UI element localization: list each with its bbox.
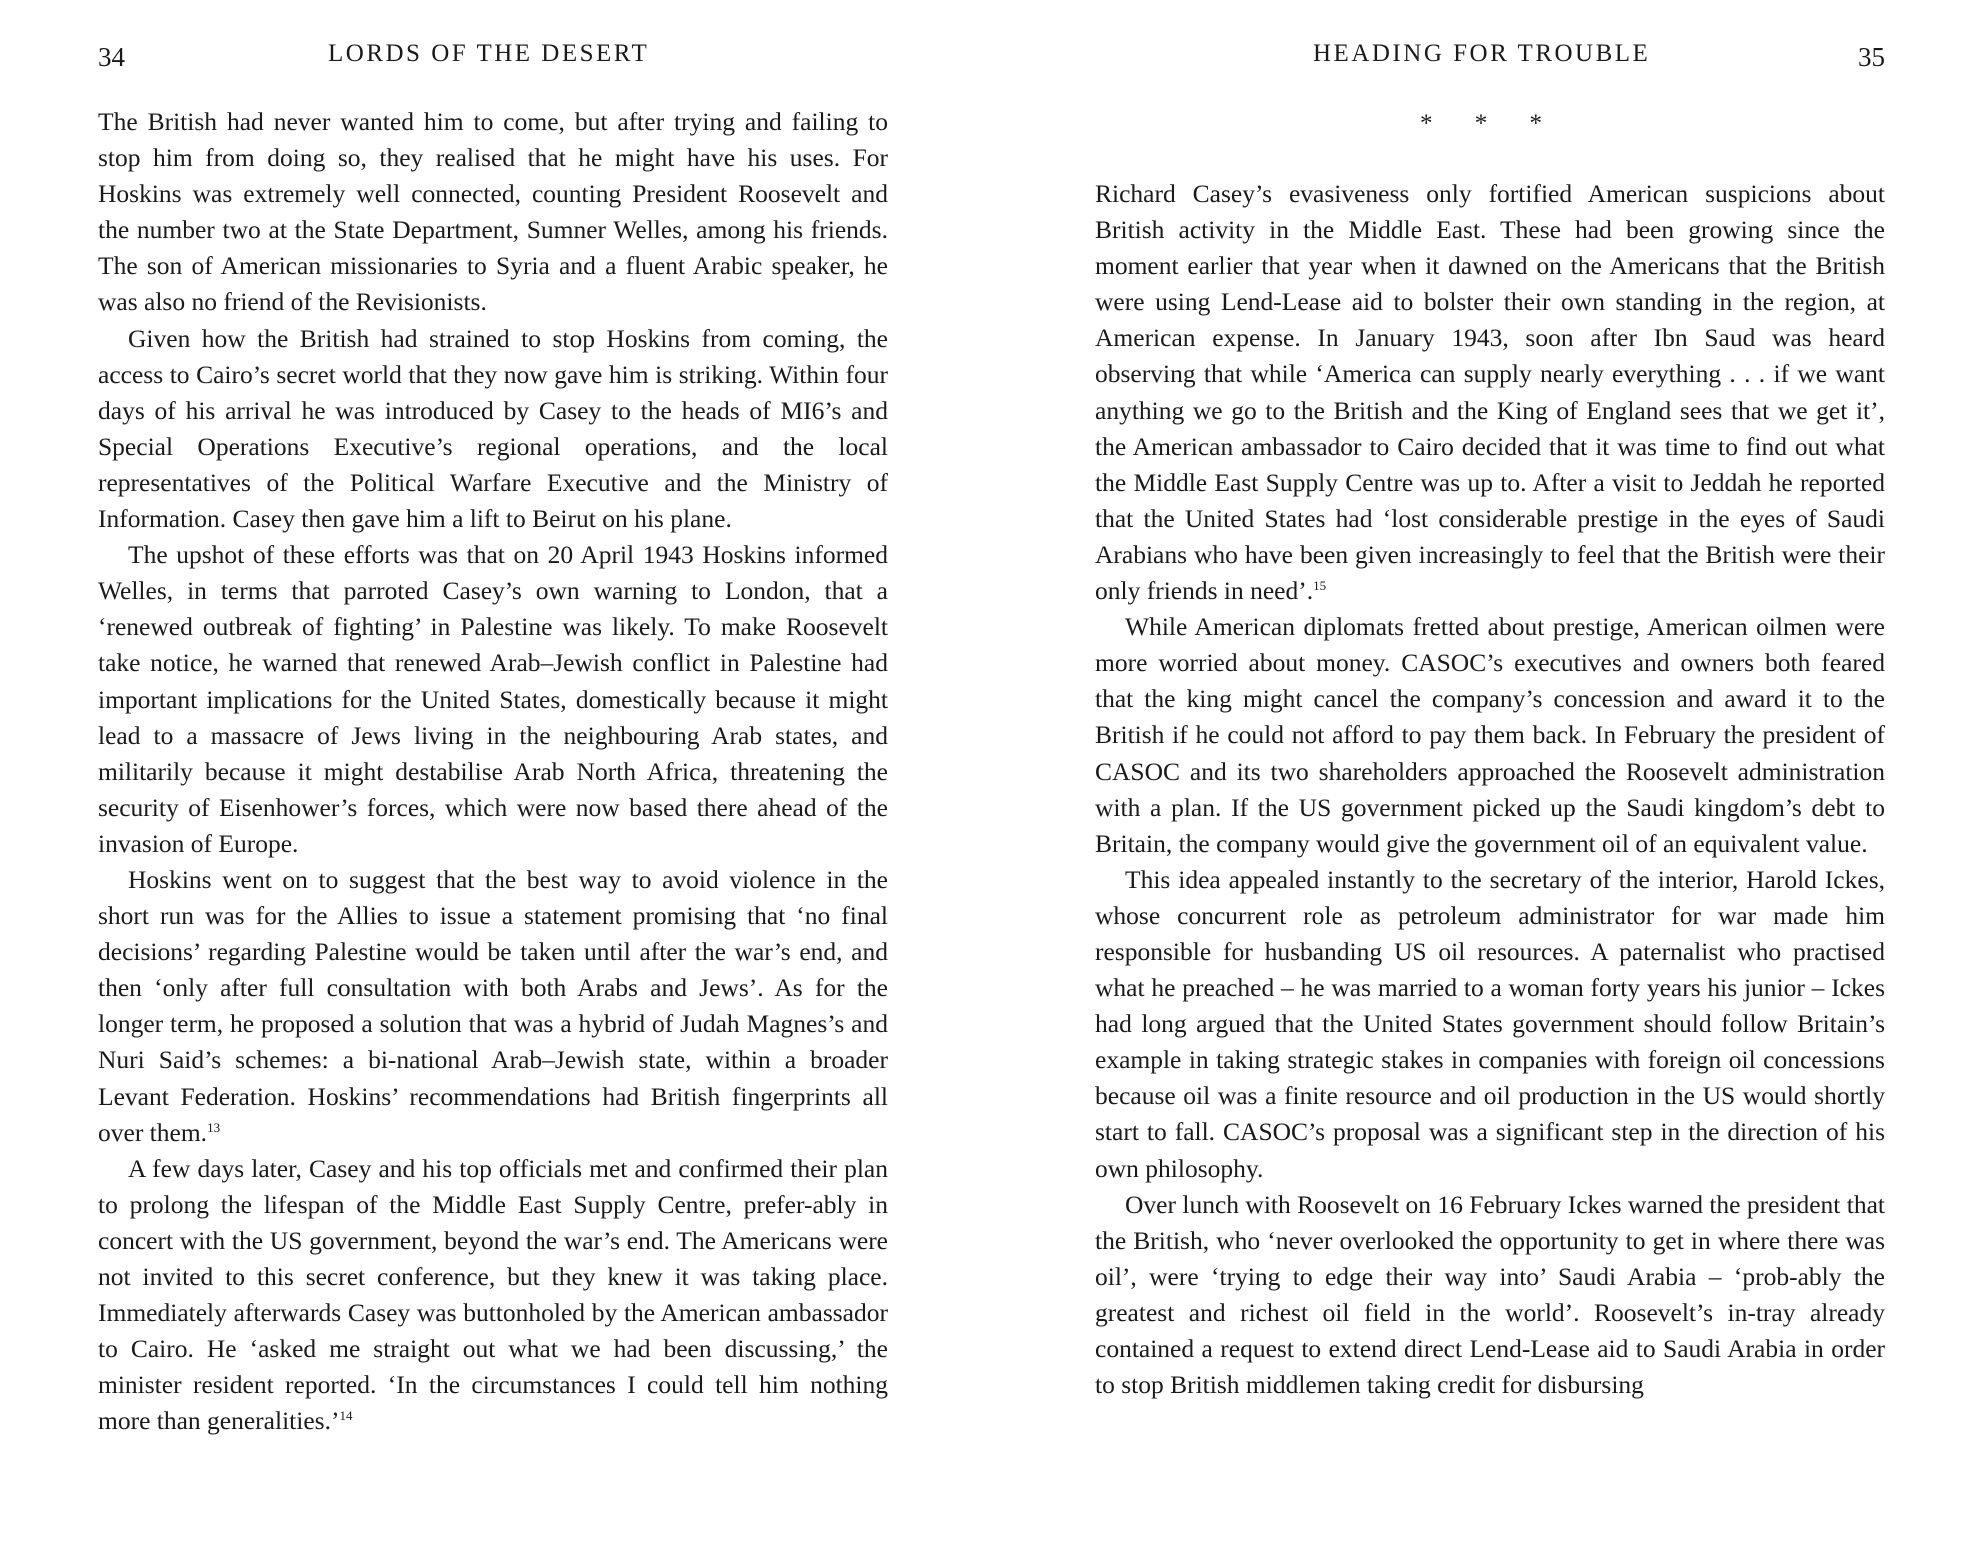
paragraph: The British had never wanted him to come, but after trying and failing to stop him from doing so, they realised that he might have his uses. For Hoskins was extremely well connected, counting President Roosevelt and the number two at the State Department, Sumner Welles, among his friends. The son of American missionaries to Syria and a fluent Arabic speaker, he was also no friend of the Revisionists. [98, 107, 888, 317]
footnote-marker: 14 [339, 1408, 353, 1424]
paragraph: Over lunch with Roosevelt on 16 February Ickes warned the president that the British, who ‘never overlooked the opportunity to get in where there was oil’, were ‘trying to edge their way into’ Saudi Arabia – ‘prob-ably the greatest and richest oil field in the world’. Roosevelt’s in-tray already contained a request to extend direct Lend-Lease aid to Saudi Arabia in order to stop British middlemen taking credit for disbursing [1095, 1189, 1885, 1400]
paragraph: A few days later, Casey and his top officials met and confirmed their plan to prolong the lifespan of the Middle East Supply Centre, prefer-ably in concert with the US government, beyond the war’s end. The Americans were not invited to this secret conference, but they knew it was taking place. Immediately afterwards Casey was buttonholed by the American ambassador to Cairo. He ‘asked me straight out what we had been discussing,’ the minister resident reported. ‘In the circumstances I could tell him nothing more than generalities.’$^{14}$ [98, 1153, 888, 1436]
paragraph: Given how the British had strained to stop Hoskins from coming, the access to Cairo’s secret world that they now gave him is striking. Within four days of his arrival he was introduced by Casey to the heads of MI6’s and Special Operations Executive’s regional operations, and the local representatives of the Political Warfare Executive and the Ministry of Information. Casey then gave him a lift to Beirut on his plane. [98, 323, 888, 534]
right-running-head: HEADING FOR TROUBLE [1313, 40, 1651, 67]
right-page-number: 35 [1858, 42, 1885, 72]
paragraph: Richard Casey’s evasiveness only fortified American suspicions about British activity in the Middle East. These had been growing since the moment earlier that year when it dawned on the Americans that the British were using Lend-Lease aid to bolster their own standing in the region, at American expense. In January 1943, soon after Ibn Saud was heard observing that while ‘America can supply nearly everything . . . if we want anything we go to the British and the King of England sees that we get it’, the American ambassador to Cairo decided that it was time to find out what the Middle East Supply Centre was up to. After a visit to Jeddah he reported that the United States had ‘lost considerable prestige in the eyes of Saudi Arabians who have been given increasingly to feel that the British were their only friends in need’.$^{15}$ [1095, 179, 1885, 606]
paragraph: Hoskins went on to suggest that the best way to avoid violence in the short run was for the Allies to issue a statement promising that ‘no final decisions’ regarding Palestine would be taken until after the war’s end, and then ‘only after full consultation with both Arabs and Jews’. As for the longer term, he proposed a solution that was a hybrid of Judah Magnes’s and Nuri Said’s schemes: a bi-national Arab–Jewish state, within a broader Levant Federation. Hoskins’ recommendations had British fingerprints all over them.$^{13}$ [98, 864, 888, 1147]
left-page [98, 0, 888, 1553]
left-body-text [98, 104, 888, 1439]
section-break: * * * [1420, 110, 1560, 137]
left-running-head: LORDS OF THE DESERT [328, 40, 650, 67]
left-page-header [98, 40, 888, 74]
paragraph: While American diplomats fretted about prestige, American oilmen were more worried about money. CASOC’s executives and owners both feared that the king might cancel the company’s concession and award it to the British if he could not afford to pay them back. In February the president of CASOC and its two shareholders approached the Roosevelt administration with a plan. If the US government picked up the Saudi kingdom’s debt to Britain, the company would give the government oil of an equivalent value. [1095, 612, 1885, 858]
paragraph: This idea appealed instantly to the secretary of the interior, Harold Ickes, whose concurrent role as petroleum administrator for war made him responsible for husbanding US oil resources. A paternalist who practised what he preached – he was married to a woman forty years his junior – Ickes had long argued that the United States government should follow Britain’s example in taking strategic stakes in companies with foreign oil concessions because oil was a finite resource and oil production in the US would shortly start to fall. CASOC’s proposal was a significant step in the direction of his own philosophy. [1095, 864, 1885, 1183]
right-page-header [1095, 40, 1885, 74]
right-page [1095, 0, 1885, 1553]
paragraph: The upshot of these efforts was that on 20 April 1943 Hoskins informed Welles, in terms that parroted Casey’s own warning to London, that a ‘renewed outbreak of fighting’ in Palestine was likely. To make Roosevelt take notice, he warned that renewed Arab–Jewish conflict in Palestine had important implications for the United States, domestically because it might lead to a massacre of Jews living in the neighbouring Arab states, and militarily because it might destabilise Arab North Africa, threatening the security of Eisenhower’s forces, which were now based there ahead of the invasion of Europe. [98, 540, 888, 858]
left-page-number: 34 [98, 42, 125, 72]
footnote-marker: 15 [1313, 578, 1327, 594]
footnote-marker: 13 [207, 1119, 221, 1135]
right-body-text [1095, 176, 1885, 1403]
